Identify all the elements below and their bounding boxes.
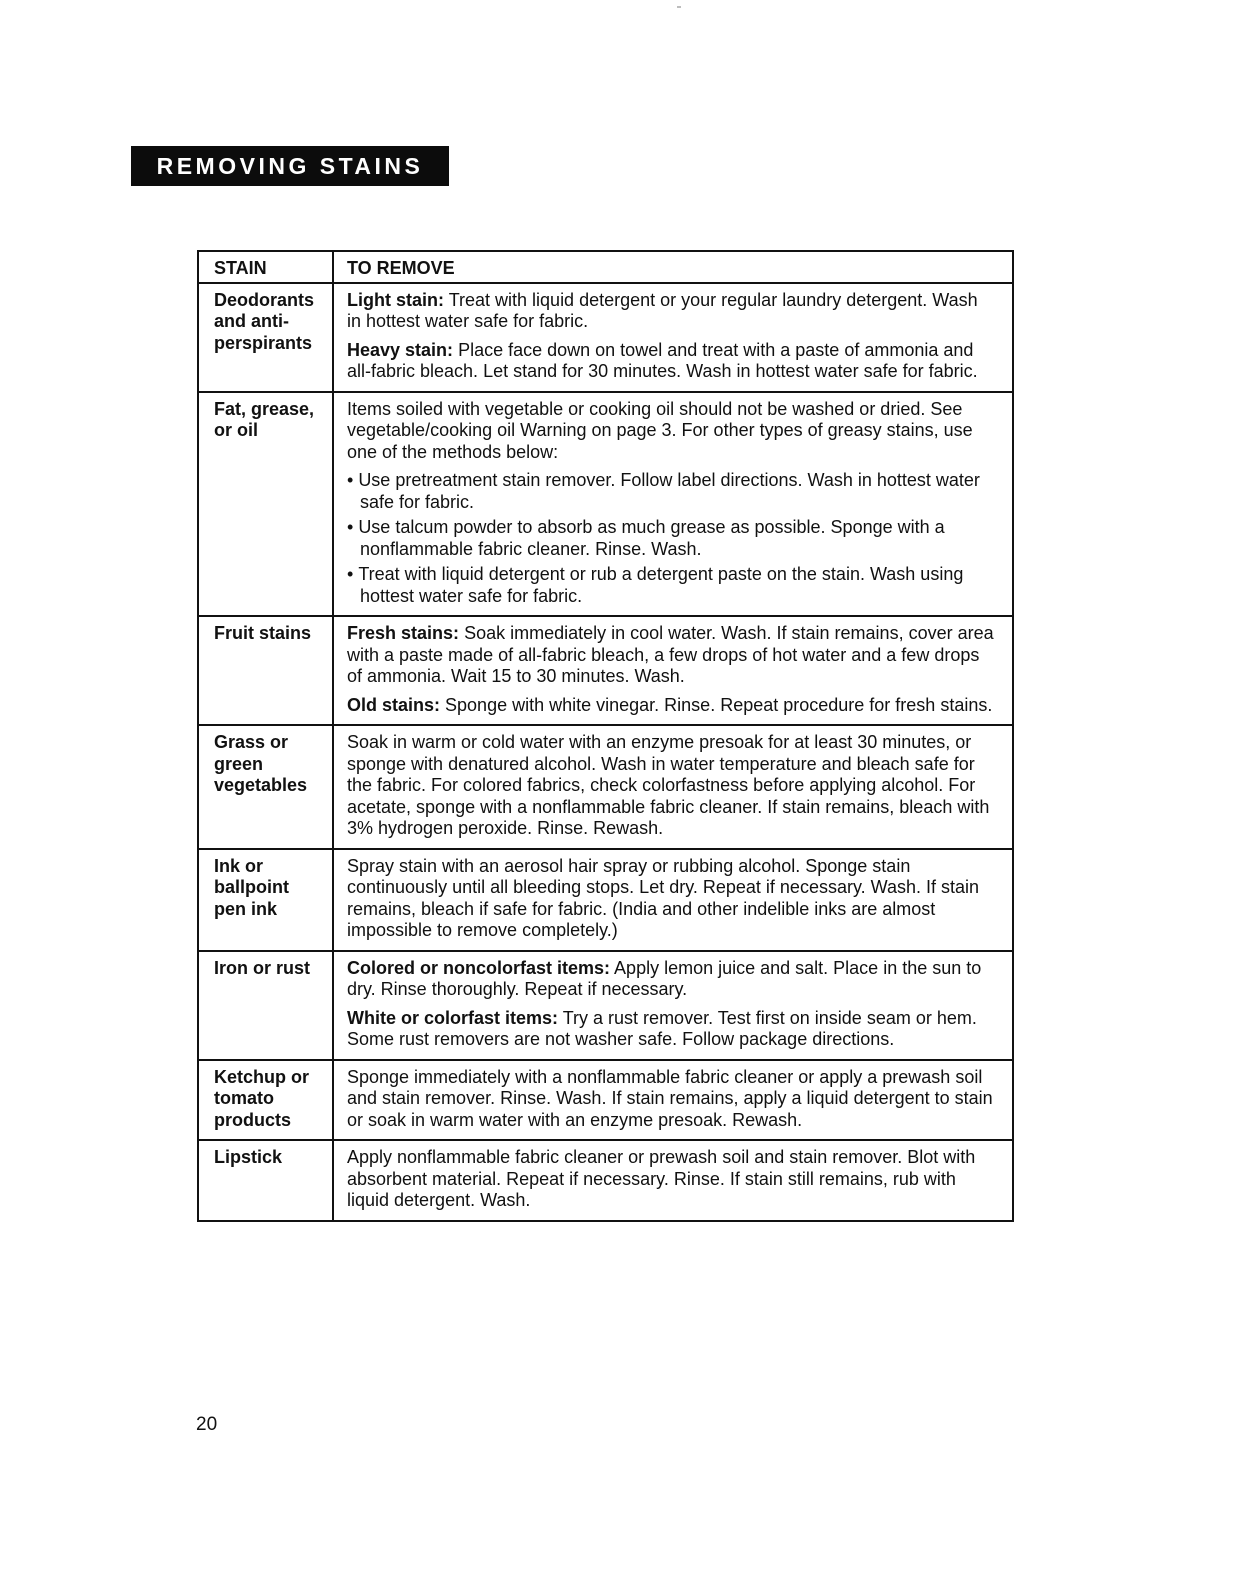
- bullet-icon: •: [347, 564, 359, 584]
- table-row: [198, 616, 1013, 725]
- instruction-label: Fresh stains:: [347, 623, 460, 643]
- instruction-text: Items soiled with vegetable or cooking oil should not be washed or dried. See vegetable/cooking oil Warning on page 3. For other types of greasy stains, use one of the methods below:: [347, 398, 973, 462]
- table-header-row: [198, 251, 1013, 283]
- bullet-text: Use talcum powder to absorb as much grease as possible. Sponge with a nonflammable fabric cleaner. Rinse. Wash.: [358, 517, 945, 559]
- removal-instructions: [333, 392, 1013, 617]
- instruction-label: Light stain:: [347, 289, 444, 310]
- instruction-text: Treat with liquid detergent or your regular laundry detergent. Wash in hottest water safe for fabric.: [347, 289, 978, 331]
- table-row: [198, 1140, 1013, 1221]
- stain-name-text: Grass or green vegetables: [214, 732, 308, 795]
- removal-instructions: [333, 725, 1013, 849]
- instruction-label: White or colorfast items:: [347, 1007, 559, 1028]
- scan-speck: [677, 6, 681, 8]
- stain-name: [198, 725, 333, 849]
- page-number: 20: [196, 1414, 218, 1435]
- instruction-text: Apply nonflammable fabric cleaner or prewash soil and stain remover. Blot with absorbent material. Repeat if necessary. Rinse. If stain still remains, rub with liquid detergent. Wash.: [347, 1147, 976, 1210]
- instruction-label: Heavy stain:: [347, 339, 454, 360]
- instruction-block: [347, 1008, 994, 1051]
- removal-instructions: [333, 616, 1013, 725]
- removal-instructions: [333, 849, 1013, 951]
- instruction-block: [347, 958, 994, 1001]
- stain-name: [198, 392, 333, 617]
- instruction-text: Soak in warm or cold water with an enzyme presoak for at least 30 minutes, or sponge with denatured alcohol. Wash in water temperature and bleach safe for the fabric. For colored fabrics, check colorfastness before applying alcohol. For acetate, sponge with a nonflammable fabric cleaner. If stain remains, bleach with 3% hydrogen peroxide. Rinse. Rewash.: [347, 732, 990, 838]
- stain-name: [198, 849, 333, 951]
- instruction-label: Old stains:: [347, 694, 441, 715]
- stain-name-text: Deodorants and anti-perspirants: [214, 289, 315, 353]
- instruction-block: [347, 623, 994, 688]
- bullet-icon: •: [347, 470, 359, 490]
- to-remove-column-header: TO REMOVE: [333, 251, 1013, 283]
- stain-name: [198, 283, 333, 392]
- stain-name-text: Ink or ballpoint pen ink: [214, 855, 289, 919]
- section-title-banner: REMOVING STAINS: [131, 146, 449, 186]
- stain-name-text: Ketchup or tomato products: [214, 1066, 310, 1130]
- instruction-text: Place face down on towel and treat with a paste of ammonia and all-fabric bleach. Let stand for 30 minutes. Wash in hottest water safe for fabric.: [347, 339, 978, 381]
- instruction-label: Colored or noncolorfast items:: [347, 957, 611, 978]
- bullet-item: [347, 564, 994, 607]
- stain-name: [198, 1140, 333, 1221]
- removal-instructions: [333, 283, 1013, 392]
- bullet-item: [347, 470, 994, 513]
- table-row: [198, 951, 1013, 1060]
- table-row: [198, 849, 1013, 951]
- instruction-text: Sponge immediately with a nonflammable fabric cleaner or apply a prewash soil and stain remover. Rinse. Wash. If stain remains, apply a liquid detergent to stain or soak in warm water with an enzyme presoak. Rewash.: [347, 1066, 993, 1130]
- instruction-text: Soak immediately in cool water. Wash. If stain remains, cover area with a paste made of all-fabric bleach, a few drops of hot water and a few drops of ammonia. Wait 15 to 30 minutes. Wash.: [347, 623, 994, 686]
- stain-name-text: Fat, grease, or oil: [214, 398, 315, 440]
- instruction-text: Spray stain with an aerosol hair spray or rubbing alcohol. Sponge stain continuously until all bleeding stops. Let dry. Repeat if necessary. Wash. If stain remains, bleach if safe for fabric. (India and other indelible inks are almost impossible to remove completely.): [347, 855, 979, 940]
- instruction-text: Try a rust remover. Test first on inside seam or hem. Some rust removers are not washer safe. Follow package directions.: [347, 1007, 977, 1049]
- table-row: [198, 283, 1013, 392]
- stain-name-text: Fruit stains: [214, 623, 312, 643]
- bullet-item: [347, 517, 994, 560]
- instruction-text: Sponge with white vinegar. Rinse. Repeat procedure for fresh stains.: [445, 694, 993, 715]
- table-row: [198, 725, 1013, 849]
- removal-instructions: [333, 1140, 1013, 1221]
- bullet-icon: •: [347, 517, 359, 537]
- stain-name: [198, 1060, 333, 1141]
- stain-name-text: Lipstick: [214, 1147, 283, 1167]
- bullet-text: Treat with liquid detergent or rub a detergent paste on the stain. Wash using hottest water safe for fabric.: [358, 564, 964, 606]
- stain-removal-table: [197, 250, 1014, 1222]
- removal-instructions: [333, 1060, 1013, 1141]
- stain-column-header: STAIN: [198, 251, 333, 283]
- stain-name: [198, 951, 333, 1060]
- instruction-block: [347, 340, 994, 383]
- bullet-text: Use pretreatment stain remover. Follow label directions. Wash in hottest water safe for fabric.: [358, 470, 980, 512]
- instruction-block: [347, 290, 994, 333]
- table-row: [198, 392, 1013, 617]
- instruction-text: Apply lemon juice and salt. Place in the sun to dry. Rinse thoroughly. Repeat if necessary.: [347, 957, 982, 999]
- removal-instructions: [333, 951, 1013, 1060]
- table-row: [198, 1060, 1013, 1141]
- stain-name: [198, 616, 333, 725]
- stain-name-text: Iron or rust: [214, 957, 311, 978]
- instruction-block: [347, 695, 994, 717]
